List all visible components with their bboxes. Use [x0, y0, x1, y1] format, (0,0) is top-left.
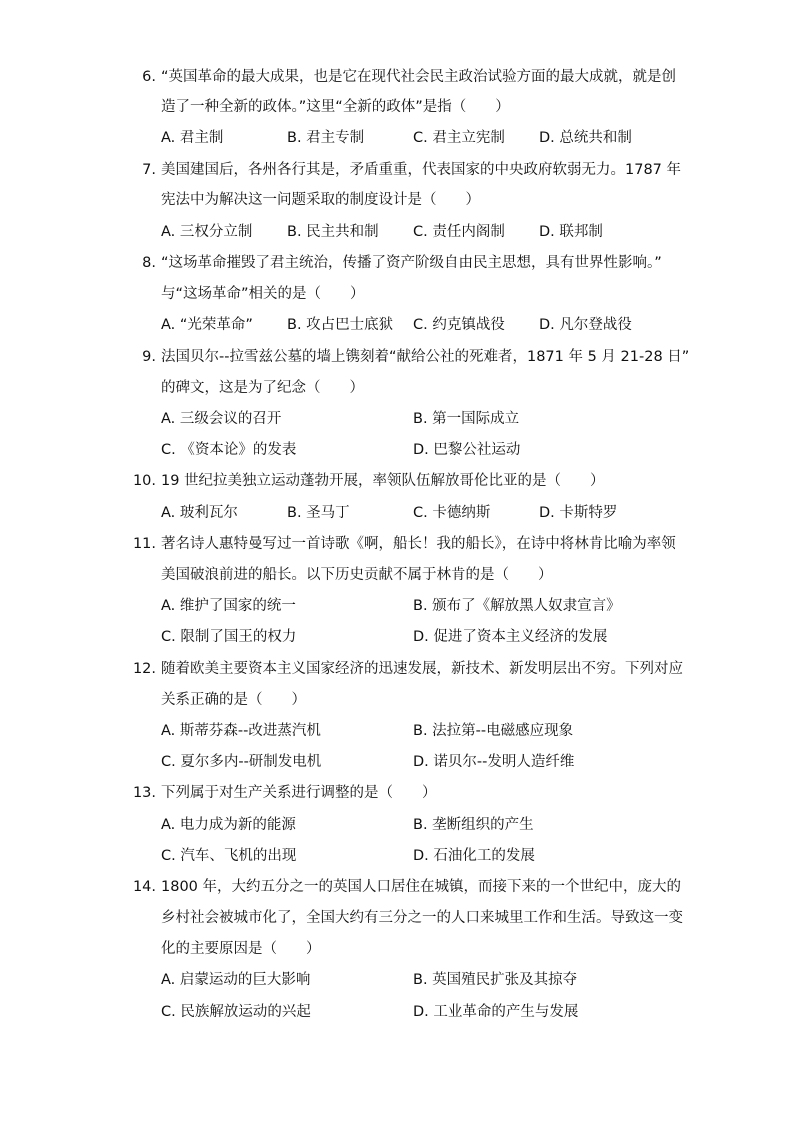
option-b[interactable]: B. 民主共和制	[287, 224, 379, 240]
option-c[interactable]: C. 《资本论》的发表	[161, 442, 297, 458]
option-a[interactable]: A. 玻利瓦尔	[161, 505, 238, 521]
option-d[interactable]: D. 巴黎公社运动	[413, 442, 521, 458]
question-stem-line: 法国贝尔--拉雪兹公墓的墙上镌刻着“献给公社的死难者，1871 年 5 月 21-28 日”	[161, 349, 690, 365]
question-stem-line: 与“这场革命”相关的是（ ）	[161, 286, 365, 302]
question-stem-line: 宪法中为解决这一问题采取的制度设计是（ ）	[161, 192, 480, 208]
option-d[interactable]: D. 凡尔登战役	[539, 317, 632, 333]
question-stem-line: 乡村社会被城市化了，全国大约有三分之一的人口来城里工作和生活。导致这一变	[161, 910, 683, 926]
option-c[interactable]: C. 民族解放运动的兴起	[161, 1004, 311, 1020]
option-c[interactable]: C. 君主立宪制	[413, 130, 505, 146]
option-b[interactable]: B. 法拉第--电磁感应现象	[413, 723, 574, 739]
option-a[interactable]: A. 维护了国家的统一	[161, 598, 296, 614]
question-stem-line: 下列属于对生产关系进行调整的是（ ）	[161, 785, 437, 801]
option-a[interactable]: A. 三权分立制	[161, 224, 253, 240]
question-stem-line: “这场革命摧毁了君主统治，传播了资产阶级自由民主思想，具有世界性影响。”	[161, 255, 662, 271]
option-c[interactable]: C. 卡德纳斯	[413, 505, 491, 521]
option-c[interactable]: C. 汽车、飞机的出现	[161, 848, 297, 864]
question-number: 11.	[132, 536, 156, 552]
question-number: 8.	[142, 255, 156, 271]
option-b[interactable]: B. 攻占巴士底狱	[287, 317, 394, 333]
question-stem-line: 的碑文，这是为了纪念（ ）	[161, 380, 364, 396]
option-b[interactable]: B. 英国殖民扩张及其掠夺	[413, 972, 578, 988]
option-b[interactable]: B. 垄断组织的产生	[413, 817, 534, 833]
option-c[interactable]: C. 限制了国王的权力	[161, 629, 297, 645]
question-stem-line: 美国破浪前进的船长。以下历史贡献不属于林肯的是（ ）	[161, 567, 553, 583]
option-d[interactable]: D. 诺贝尔--发明人造纤维	[413, 754, 575, 770]
option-b[interactable]: B. 第一国际成立	[413, 411, 520, 427]
option-a[interactable]: A. 电力成为新的能源	[161, 817, 296, 833]
option-b[interactable]: B. 圣马丁	[287, 505, 350, 521]
question-stem-line: 美国建国后，各州各行其是，矛盾重重，代表国家的中央政府软弱无力。1787 年	[161, 162, 682, 178]
option-a[interactable]: A. 三级会议的召开	[161, 411, 282, 427]
option-c[interactable]: C. 责任内阁制	[413, 224, 505, 240]
question-stem-line: 关系正确的是（ ）	[161, 692, 306, 708]
option-d[interactable]: D. 石油化工的发展	[413, 848, 535, 864]
option-a[interactable]: A. 君主制	[161, 130, 224, 146]
question-number: 14.	[132, 879, 156, 895]
question-number: 6.	[142, 69, 156, 85]
option-a[interactable]: A. “光荣革命”	[161, 317, 253, 333]
question-stem-line: 19 世纪拉美独立运动蓬勃开展，率领队伍解放哥伦比亚的是（ ）	[161, 473, 605, 489]
question-stem-line: “英国革命的最大成果，也是它在现代社会民主政治试验方面的最大成就，就是创	[161, 69, 677, 85]
option-d[interactable]: D. 卡斯特罗	[539, 505, 618, 521]
question-number: 10.	[132, 473, 156, 489]
question-number: 12.	[132, 661, 156, 677]
question-number: 7.	[142, 162, 156, 178]
option-d[interactable]: D. 工业革命的产生与发展	[413, 1004, 579, 1020]
question-stem-line: 造了一种全新的政体。”这里“全新的政体”是指（ ）	[161, 99, 510, 115]
option-d[interactable]: D. 促进了资本主义经济的发展	[413, 629, 608, 645]
option-b[interactable]: B. 君主专制	[287, 130, 365, 146]
question-stem-line: 化的主要原因是（ ）	[161, 941, 321, 957]
question-number: 9.	[142, 349, 156, 365]
option-b[interactable]: B. 颁布了《解放黑人奴隶宣言》	[413, 598, 621, 614]
option-d[interactable]: D. 总统共和制	[539, 130, 632, 146]
question-stem-line: 1800 年，大约五分之一的英国人口居住在城镇，而接下来的一个世纪中，庞大的	[161, 879, 682, 895]
question-number: 13.	[132, 785, 156, 801]
question-stem-line: 随着欧美主要资本主义国家经济的迅速发展，新技术、新发明层出不穷。下列对应	[161, 661, 683, 677]
option-a[interactable]: A. 斯蒂芬森--改进蒸汽机	[161, 723, 321, 739]
option-d[interactable]: D. 联邦制	[539, 224, 603, 240]
option-c[interactable]: C. 夏尔多内--研制发电机	[161, 754, 322, 770]
question-stem-line: 著名诗人惠特曼写过一首诗歌《啊，船长！我的船长》，在诗中将林肯比喻为率领	[161, 536, 676, 552]
option-c[interactable]: C. 约克镇战役	[413, 317, 505, 333]
option-a[interactable]: A. 启蒙运动的巨大影响	[161, 972, 311, 988]
